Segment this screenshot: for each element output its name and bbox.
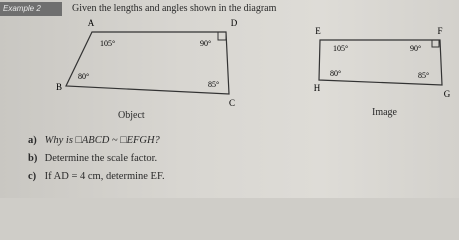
vertex-f-label: F xyxy=(437,26,443,36)
vertex-a-label: A xyxy=(87,18,95,28)
question-a-text: Why is □ABCD ~ □EFGH? xyxy=(44,135,160,146)
image-caption: Image xyxy=(372,107,397,118)
vertex-g-label: G xyxy=(443,89,451,99)
question-b xyxy=(28,153,157,164)
question-c-text: If AD = 4 cm, determine EF. xyxy=(44,171,165,182)
angle-g-label: 85° xyxy=(418,71,430,80)
angle-f-label: 90° xyxy=(410,44,422,53)
angle-d-label: 90° xyxy=(200,39,212,48)
image-right-angle-marker xyxy=(432,40,439,47)
example-badge: Example 2 xyxy=(0,2,62,16)
angle-b-label: 80° xyxy=(78,72,90,81)
vertex-b-label: B xyxy=(55,82,63,92)
object-right-angle-marker xyxy=(218,32,226,40)
vertex-h-label: H xyxy=(313,83,321,93)
vertex-c-label: C xyxy=(228,98,236,108)
question-c-label: c) xyxy=(28,171,37,182)
question-a-label: a) xyxy=(28,135,37,146)
instruction-text: Given the lengths and angles shown in the diagram xyxy=(72,3,277,14)
question-c xyxy=(28,171,165,182)
angle-h-label: 80° xyxy=(330,69,342,78)
vertex-e-label: E xyxy=(315,26,321,36)
question-a xyxy=(28,135,160,146)
question-b-label: b) xyxy=(28,153,38,164)
object-caption: Object xyxy=(118,110,145,121)
angle-c-label: 85° xyxy=(208,80,220,89)
angle-a-label: 105° xyxy=(100,39,116,48)
angle-e-label: 105° xyxy=(333,44,349,53)
vertex-d-label: D xyxy=(230,18,238,28)
question-b-text: Determine the scale factor. xyxy=(44,153,158,164)
